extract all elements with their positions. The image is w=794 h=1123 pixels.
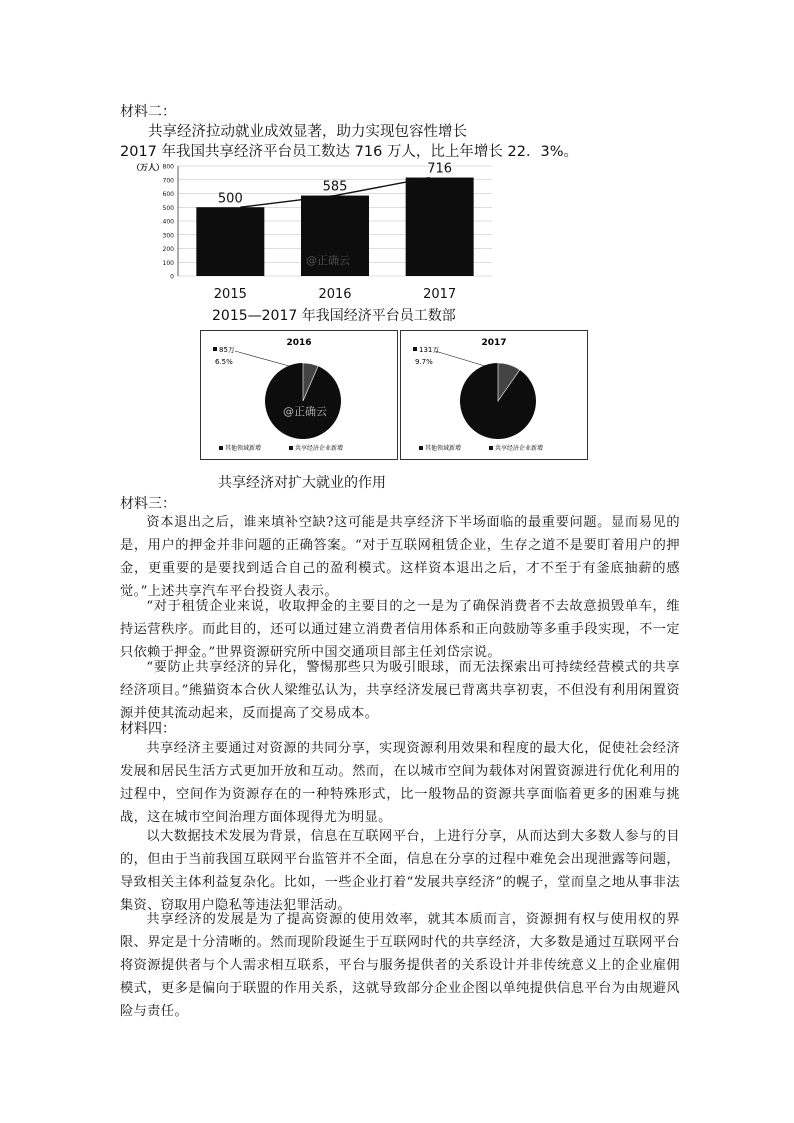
callout-percent: 9.7% — [415, 358, 433, 366]
callout-line — [235, 351, 300, 369]
legend-swatch — [219, 446, 223, 450]
watermark: @正确云 — [306, 254, 350, 267]
data-label: 585 — [322, 179, 348, 195]
data-label: 716 — [427, 161, 453, 177]
y-tick-label: 300 — [162, 232, 174, 240]
callout-line — [435, 351, 495, 369]
y-tick-label: 700 — [162, 177, 174, 185]
y-tick-label: 800 — [162, 163, 174, 171]
legend-swatch — [289, 446, 293, 450]
legend-label: 其他领域新增 — [425, 445, 462, 452]
pie-title: 2016 — [286, 338, 312, 348]
material3-heading: 材料三： — [120, 496, 176, 512]
material3-paragraph: “要防止共享经济的异化，警惕那些只为吸引眼球，而无法探索出可持续经营模式的共享经济项目。”熊猫资本合伙人梁维弘认为，共享经济发展已背离共享初衷，不但没有利用闲置资源并使其流动起来，反而提高了交易成本。 — [120, 660, 680, 721]
legend-swatch — [419, 446, 423, 450]
legend-label: 共享经济企业新增 — [295, 445, 344, 452]
material4-paragraph: 共享经济的发展是为了提高资源的使用效率，就其本质而言，资源拥有权与使用权的界限、界定是十分清晰的。然而现阶段诞生于互联网时代的共享经济，大多数是通过互联网平台将资源提供者与个人需求相互联系，平台与服务提供者的关系设计并非传统意义上的企业雇佣模式，更多是偏向于联盟的作用关系，这就导致部分企业企图以单纯提供信息平台为由规避风险与责任。 — [120, 912, 680, 1019]
pie-panel-2016 — [200, 330, 398, 460]
material3-paragraph: 资本退出之后，谁来填补空缺?这可能是共享经济下半场面临的最重要问题。显而易见的是，用户的押金并非问题的正确答案。“对于互联网租赁企业，生存之道不是要盯着用户的押金，更重要的是要找到适合自己的盈利模式。这样资本退出之后，才不至于有釜底抽薪的感觉。”上述共享汽车平台投资人表示。 — [120, 515, 680, 599]
pie-caption: 共享经济对扩大就业的作用 — [218, 475, 386, 491]
material4-paragraph: 以大数据技术发展为背景，信息在互联网平台，上进行分享，从而达到大多数人参与的目的，但由于当前我国互联网平台监管并不全面，信息在分享的过程中难免会出现泄露等问题，导致相关主体利益复杂化。比如，一些企业打着“发展共享经济”的幌子，堂而皇之地从事非法集资、窃取用户隐私等违法犯罪活动。 — [120, 829, 680, 913]
pie-panel-2017 — [400, 330, 588, 460]
bar-chart-axis — [163, 164, 178, 281]
bar — [406, 178, 474, 276]
bar-chart-unit-label: （万人） — [132, 163, 164, 172]
callout-marker — [413, 347, 417, 351]
material2-subtitle: 共享经济拉动就业成效显著，助力实现包容性增长 — [148, 124, 467, 140]
y-tick-label: 200 — [162, 246, 174, 253]
x-tick-label: 2017 — [423, 287, 457, 302]
material3-paragraph: “对于租赁企业来说，收取押金的主要目的之一是为了确保消费者不去故意损毁单车，维持运营秩序。而此目的，还可以通过建立消费者信用体系和正向鼓励等多重手段实现，不一定只依赖于押金。”世界资源研究所中国交通项目部主任刘岱宗说。 — [120, 599, 680, 660]
callout-value: 85万 — [219, 346, 235, 354]
y-tick-label: 600 — [162, 191, 174, 198]
y-tick-label: 0 — [170, 273, 174, 281]
legend-label: 其他领域新增 — [225, 445, 262, 452]
data-label: 500 — [217, 191, 243, 207]
pie-chart-2017 — [401, 331, 587, 459]
callout-marker — [213, 347, 217, 351]
pie-title: 2017 — [481, 338, 507, 348]
material4-heading: 材料四： — [120, 721, 176, 737]
watermark: @正确云 — [283, 405, 327, 418]
y-tick-label: 500 — [162, 204, 174, 212]
material2-heading: 材料二： — [120, 104, 176, 120]
legend-label: 共享经济企业新增 — [495, 445, 544, 452]
pie-chart-2016 — [201, 331, 397, 459]
y-tick-label: 400 — [162, 218, 174, 226]
callout-percent: 6.5% — [215, 358, 233, 366]
legend-swatch — [489, 446, 493, 450]
bar — [196, 207, 264, 276]
callout-value: 131万 — [419, 346, 440, 354]
material4-paragraph: 共享经济主要通过对资源的共同分享，实现资源利用效果和程度的最大化，促使社会经济发展和居民生活方式更加开放和互动。然而，在以城市空间为载体对闲置资源进行优化利用的过程中，空间作为资源存在的一种特殊形式，比一般物品的资源共享面临着更多的困难与挑战，这在城市空间治理方面体现得尤为明显。 — [120, 741, 680, 825]
bar-chart-caption: 2015—2017 年我国经济平台员工数部 — [212, 308, 456, 324]
y-tick-label: 100 — [162, 259, 174, 267]
material2-intro: 2017 年我国共享经济平台员工数达 716 万人，比上年增长 22．3%。 — [120, 144, 578, 160]
x-tick-label: 2016 — [318, 287, 352, 302]
bar-chart — [120, 158, 500, 328]
x-tick-label: 2015 — [213, 287, 247, 302]
